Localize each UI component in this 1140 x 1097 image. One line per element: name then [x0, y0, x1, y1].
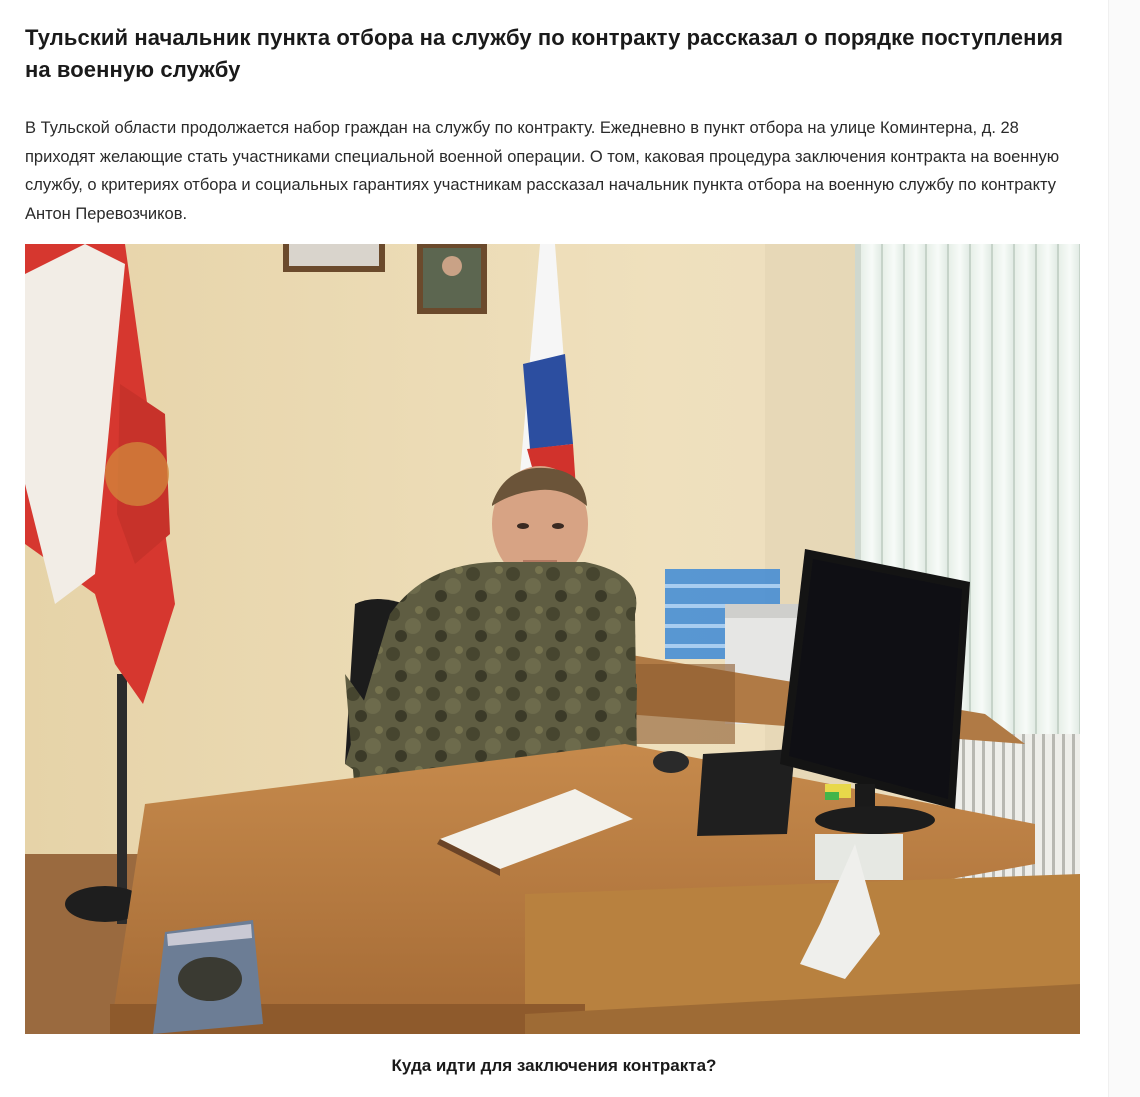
article-title: Тульский начальник пункта отбора на службу по контракту рассказал о порядке поступления на военную службу — [25, 25, 1064, 82]
article-lead-paragraph: В Тульской области продолжается набор граждан на службу по контракту. Ежедневно в пункт отбора на улице Коминтерна, д. 28 приходят желающие стать участниками специальной военной операции. О том, каковая процедура заключения контракта на военную службу, о критериях отбора и социальных гарантиях участникам рассказал начальник пункта отбора на военную службу по контракту Антон Перевозчиков. — [25, 119, 1060, 223]
section-subheading: Куда идти для заключения контракта? — [391, 1056, 717, 1075]
page-margin-strip — [1108, 0, 1140, 1097]
article-photo — [25, 244, 1080, 1034]
brochure — [153, 920, 263, 1034]
office-photo-illustration — [25, 244, 1080, 1034]
